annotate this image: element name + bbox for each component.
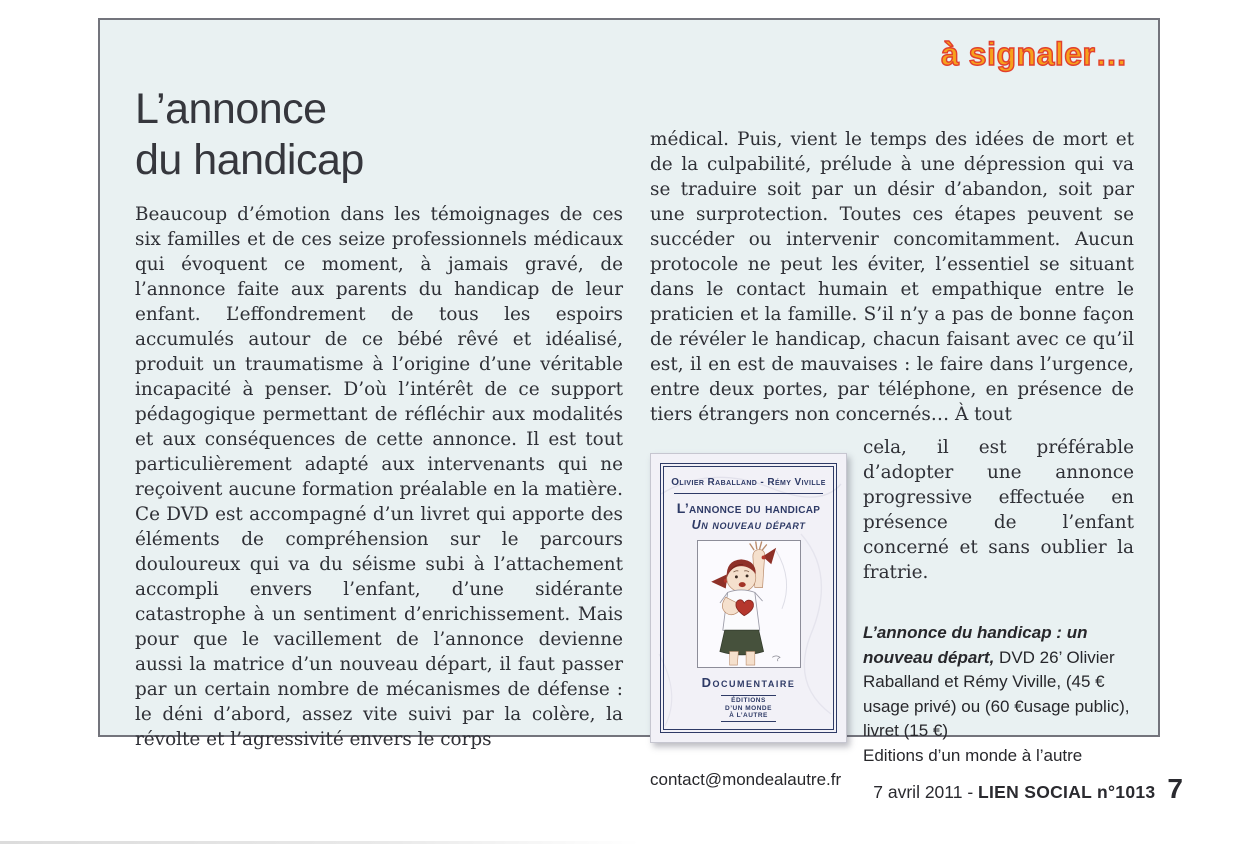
cover-publisher-line1: ÉDITIONS — [731, 697, 766, 704]
cover-inner-frame — [663, 466, 834, 730]
cover-title: L’annonce du handicap — [676, 500, 821, 516]
footer-page-number: 7 — [1167, 773, 1183, 804]
cover-and-wrap-zone — [650, 435, 1134, 793]
footer-date: 7 avril 2011 - — [873, 782, 979, 802]
scan-artifact — [0, 841, 640, 844]
cover-genre: Documentaire — [701, 675, 796, 690]
article-body-right-top: médical. Puis, vient le temps des idées de mort et de la culpabilité, prélude à une dépression qui va se traduire soit par un désir d’abandon, soit par une surprotection. Toutes ces étapes peuvent se succéder ou intervenir concomitamment. Aucun protocole ne peut les éviter, l’essentiel se situant dans le contact humain et empathique entre le praticien et la famille. S’il n’y a pas de bonne façon de révéler le handicap, chacun faisant avec ce qu’il est, il en est de mauvaises : le faire dans l’urgence, entre deux portes, par téléphone, en présence de tiers étrangers non concernés… À tout — [650, 129, 1134, 425]
left-column — [135, 84, 623, 752]
right-column — [650, 127, 1134, 793]
cover-outer-frame — [660, 463, 837, 733]
cover-divider — [674, 493, 823, 494]
dvd-cover — [650, 453, 847, 743]
footer-magazine-title: LIEN SOCIAL n°1013 — [978, 782, 1156, 802]
article-panel — [98, 18, 1160, 789]
cover-publisher-line3: À L’AUTRE — [729, 712, 768, 719]
article-body-right-wrap: cela, il est préférable d’adopter une annonce progressive effectuée en présence de l’enfant concerné et sans oublier la fratrie. — [863, 437, 1134, 583]
section-label: à signaler… — [941, 36, 1128, 72]
article-body-left: Beaucoup d’émotion dans les témoignages de ces six familles et de ces seize professionnels médicaux qui évoquent ce moment, à jamais gravé, de l’annonce faite aux parents du handicap de leur enfant. L’effondrement de tous les espoirs accumulés autour de ce bébé rêvé et idéalisé, produit un traumatisme à l’origine d’une véritable incapacité à penser. D’où l’intérêt de ce support pédagogique permettant de réfléchir aux modalités et aux conséquences de cette annonce. Il est tout particulièrement adapté aux intervenants qui ne reçoivent aucune formation préalable en la matière. Ce DVD est accompagné d’un livret qui apporte des éléments de compréhension sur le parcours douloureux qui va du séisme subi à l’attachement accompli envers l’enfant, d’une sidérante catastrophe à un sentiment d’enrichissement. Mais pour que le vacillement de l’annonce devienne aussi la matrice d’un nouveau départ, il faut passer par un certain nombre de mécanismes de défense : le déni d’abord, assez vite suivi par la colère, la révolte et l’agressivité envers le corps — [135, 204, 623, 750]
girl-illustration-svg — [698, 541, 800, 667]
page-footer — [873, 773, 1183, 805]
caption-email: contact@mondealautre.fr — [650, 770, 842, 789]
caption-details: DVD 26’ Olivier Raballand et Rémy Viville, (45 € usage privé) ou (60 €usage public), livret (15 €) — [863, 647, 1130, 740]
article-title-line1: L’annonce — [135, 85, 327, 133]
cover-authors: Olivier Raballand - Rémy Viville — [671, 477, 826, 488]
cover-publisher-line2: D’UN MONDE — [725, 704, 772, 712]
girl-illustration — [697, 540, 801, 668]
article-title — [135, 84, 623, 186]
caption-publisher: Editions d’un monde à l’autre — [863, 745, 1083, 765]
caption-title: L’annonce du handicap : un nouveau départ, — [863, 623, 1088, 667]
cover-publisher-logo — [721, 695, 776, 722]
article-title-line2: du handicap — [135, 136, 364, 184]
cover-subtitle: Un nouveau départ — [691, 518, 806, 532]
